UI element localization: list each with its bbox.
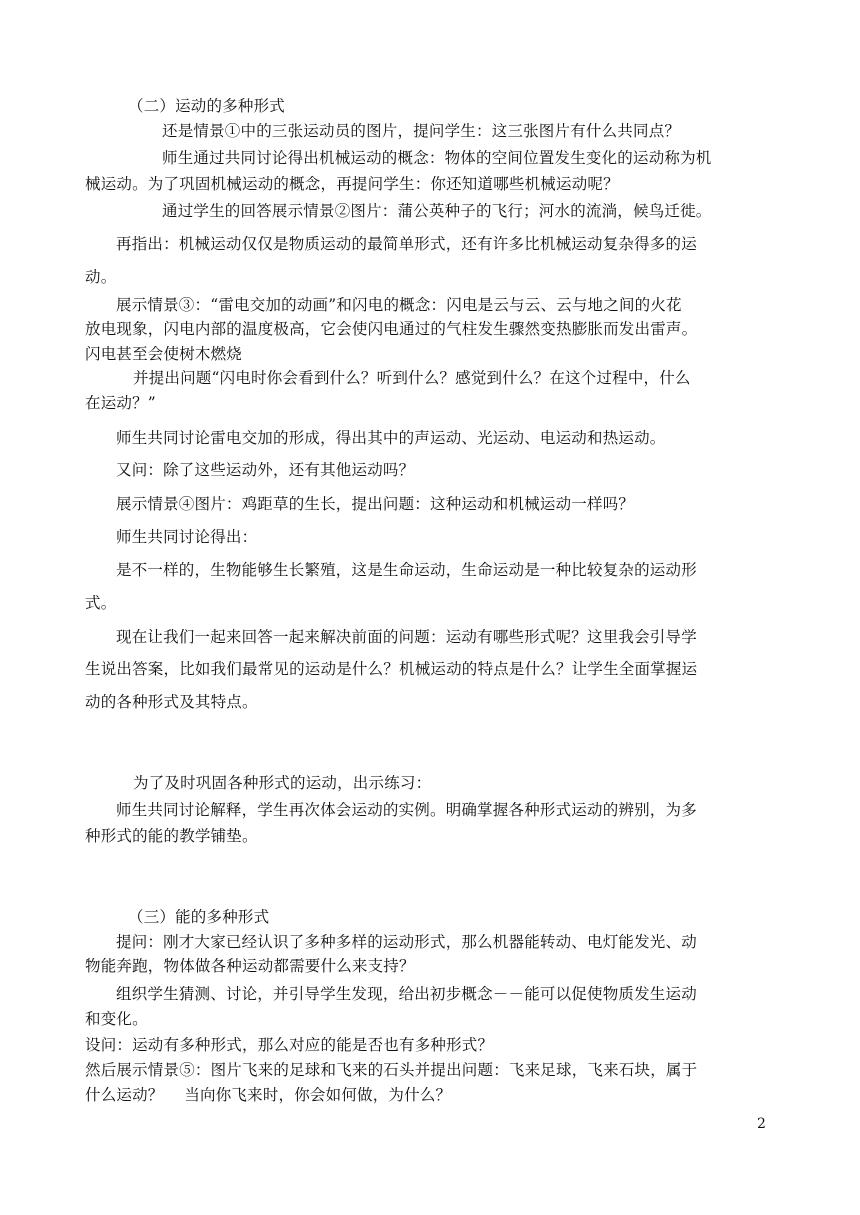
paragraph-line: 械运动。为了巩固机械运动的概念，再提问学生：你还知道哪些机械运动呢？ bbox=[85, 175, 619, 193]
paragraph-line: 物能奔跑，物体做各种运动都需要什么来支持？ bbox=[85, 957, 415, 975]
paragraph-line: 种形式的能的教学铺垫。 bbox=[85, 827, 258, 845]
paragraph-line: 设问：运动有多种形式，那么对应的能是否也有多种形式？ bbox=[85, 1036, 494, 1054]
paragraph-line: 通过学生的回答展示情景②图片：蒲公英种子的飞行；河水的流淌，候鸟迁徙。 bbox=[162, 202, 712, 220]
paragraph-line: 师生共同讨论雷电交加的形成，得出其中的声运动、光运动、电运动和热运动。 bbox=[116, 429, 666, 447]
paragraph-line: 展示情景④图片：鸡距草的生长，提出问题：这种运动和机械运动一样吗？ bbox=[116, 495, 635, 513]
paragraph-line: 闪电甚至会使树木燃烧 bbox=[85, 345, 243, 363]
paragraph-line: 和变化。 bbox=[85, 1010, 148, 1028]
paragraph-line: 动。 bbox=[85, 268, 117, 286]
paragraph-line: 师生共同讨论解释，学生再次体会运动的实例。明确掌握各种形式运动的辨别，为多 bbox=[116, 801, 697, 819]
page-number: 2 bbox=[757, 1116, 766, 1132]
paragraph-line: 再指出：机械运动仅仅是物质运动的最简单形式，还有许多比机械运动复杂得多的运 bbox=[116, 235, 697, 253]
paragraph-line: 生说出答案，比如我们最常见的运动是什么？机械运动的特点是什么？让学生全面掌握运 bbox=[85, 660, 698, 678]
paragraph-line: 式。 bbox=[85, 594, 117, 612]
paragraph-line: 并提出问题“闪电时你会看到什么？听到什么？感觉到什么？在这个过程中，什么 bbox=[133, 369, 691, 387]
paragraph-line: 组织学生猜测、讨论，并引导学生发现，给出初步概念－－能可以促使物质发生运动 bbox=[116, 985, 697, 1003]
paragraph-line: 是不一样的，生物能够生长繁殖，这是生命运动，生命运动是一种比较复杂的运动形 bbox=[116, 561, 697, 579]
paragraph-line: 放电现象，闪电内部的温度极高，它会使闪电通过的气柱发生骤然变热膨胀而发出雷声。 bbox=[85, 320, 698, 338]
paragraph-line: 展示情景③：“雷电交加的动画”和闪电的概念：闪电是云与云、云与地之间的火花 bbox=[116, 296, 682, 314]
paragraph-line: 又问：除了这些运动外，还有其他运动吗？ bbox=[116, 461, 415, 479]
paragraph-line: 然后展示情景⑤：图片飞来的足球和飞来的石头并提出问题：飞来足球，飞来石块，属于 bbox=[85, 1061, 698, 1079]
paragraph-line: 在运动？” bbox=[85, 394, 156, 412]
paragraph-line: 为了及时巩固各种形式的运动，出示练习： bbox=[133, 774, 432, 792]
section-heading-motion-forms: （二）运动的多种形式 bbox=[128, 97, 286, 115]
section-heading-energy-forms: （三）能的多种形式 bbox=[128, 908, 270, 926]
paragraph-line: 现在让我们一起来回答一起来解决前面的问题：运动有哪些形式呢？这里我会引导学 bbox=[116, 628, 697, 646]
paragraph-line: 动的各种形式及其特点。 bbox=[85, 693, 258, 711]
paragraph-line: 还是情景①中的三张运动员的图片，提问学生：这三张图片有什么共同点？ bbox=[162, 122, 681, 140]
paragraph-line: 提问：刚才大家已经认识了多种多样的运动形式，那么机器能转动、电灯能发光、动 bbox=[116, 933, 697, 951]
paragraph-line: 师生通过共同讨论得出机械运动的概念：物体的空间位置发生变化的运动称为机 bbox=[162, 149, 712, 167]
paragraph-line: 师生共同讨论得出： bbox=[116, 528, 258, 546]
paragraph-line: 什么运动？ 当向你飞来时，你会如何做，为什么？ bbox=[85, 1086, 452, 1104]
